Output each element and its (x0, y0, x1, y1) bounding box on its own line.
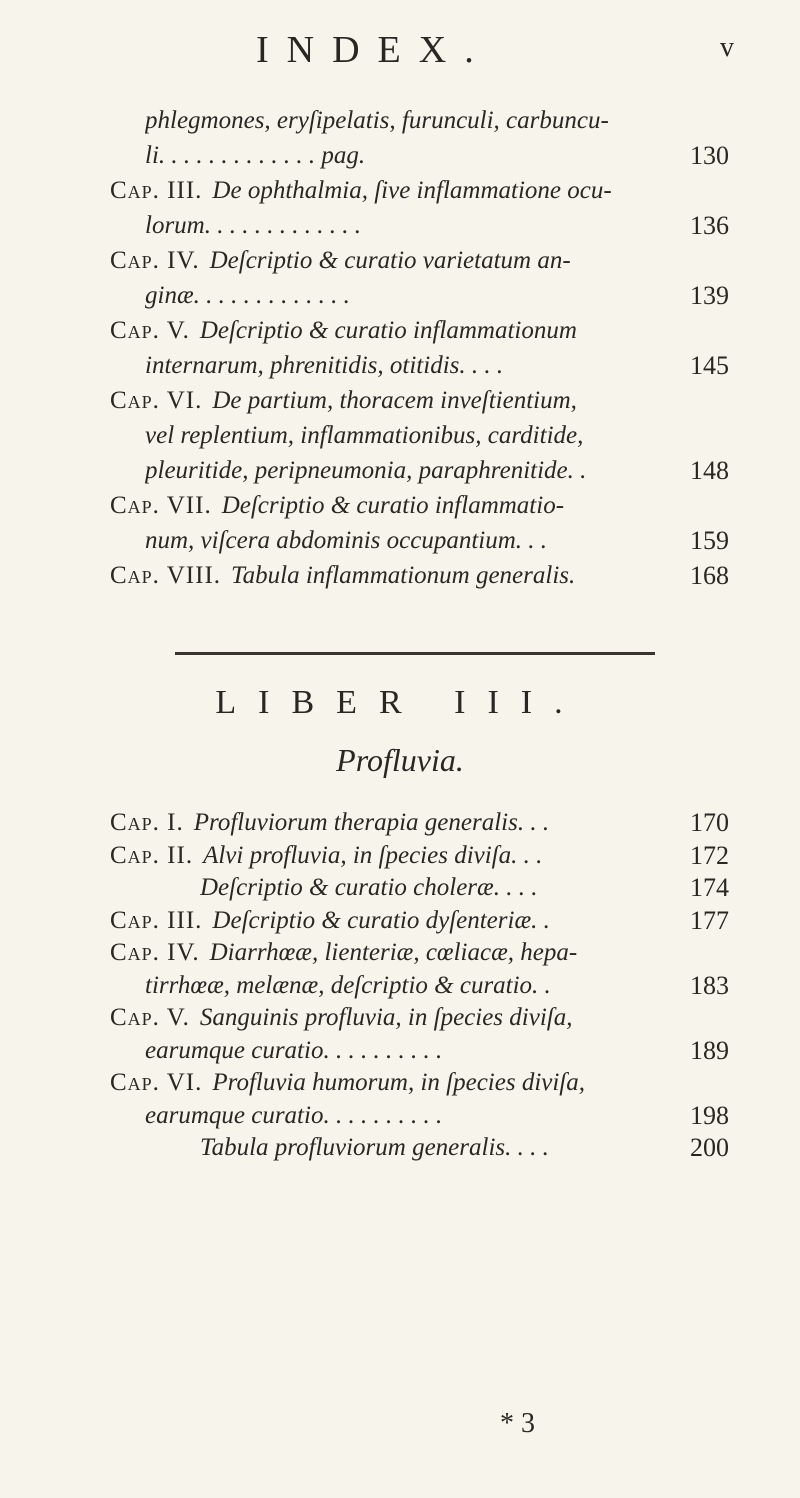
entry-title: Deſcriptio & curatio choleræ. . . . (200, 874, 538, 901)
index-entry-line (145, 139, 685, 173)
chapter-label: Cap. III. (110, 177, 203, 204)
index-entry-line (145, 349, 685, 383)
entry-title: pleuritide, peripneumonia, paraphrenitide. . (145, 457, 587, 484)
chapter-label: Cap. II. (110, 841, 194, 869)
signature-mark: * 3 (500, 1408, 535, 1439)
index-entry-line (110, 489, 685, 523)
index-entry-line (145, 1034, 685, 1068)
index-entry-line (110, 936, 685, 970)
entry-title: Deſcriptio & curatio dyſenteriæ. . (212, 906, 550, 934)
index-entry-line (145, 104, 685, 138)
page-number: 189 (690, 1035, 729, 1065)
chapter-label: Cap. I. (110, 809, 184, 836)
index-entry-line (110, 904, 685, 938)
page-number: 183 (690, 970, 729, 1000)
index-entry-line (145, 969, 685, 1003)
index-entry-line (110, 1066, 685, 1100)
index-entry-line (110, 244, 685, 278)
page-header (0, 28, 800, 71)
chapter-label: Cap. V. (110, 317, 190, 344)
page-number: 174 (690, 873, 729, 902)
entry-title: Tabula inflammationum generalis. (231, 562, 576, 589)
entry-title: vel replentium, inflammationibus, carditide, (145, 422, 584, 449)
index-entry-line (110, 806, 685, 840)
chapter-label: Cap. VII. (110, 492, 212, 519)
entry-title: Tabula profluviorum generalis. . . . (200, 1134, 549, 1161)
page-number: 159 (690, 526, 729, 555)
entry-title: Profluvia humorum, in ſpecies diviſa, (212, 1069, 586, 1096)
page-number: 198 (690, 1100, 729, 1130)
page-number: 148 (690, 456, 729, 485)
chapter-label: Cap. VI. (110, 387, 203, 414)
chapter-label: Cap. IV. (110, 247, 200, 274)
folio-number: v (720, 32, 734, 63)
page-number: 172 (690, 840, 729, 870)
entry-title: lorum. . . . . . . . . . . . . (145, 212, 361, 239)
page-number: 139 (690, 281, 729, 310)
entry-title: Deſcriptio & curatio inflammatio- (221, 492, 565, 519)
chapter-label: Cap. VIII. (110, 562, 222, 589)
page-number: 136 (690, 211, 729, 240)
chapter-label: Cap. V. (110, 1004, 190, 1031)
page-number: 170 (690, 808, 729, 837)
entry-title: Alvi profluvia, in ſpecies diviſa. . . (203, 841, 543, 869)
page-number: 177 (690, 905, 729, 935)
entry-title: tirrhœæ, melænæ, deſcriptio & curatio. . (145, 971, 551, 999)
page-number: 200 (690, 1133, 729, 1162)
index-entry-line (145, 524, 685, 558)
entry-title: phlegmones, eryſipelatis, furunculi, carbuncu- (145, 107, 609, 134)
entry-title: ginæ. . . . . . . . . . . . . (145, 282, 350, 309)
index-entry-line (145, 209, 685, 243)
index-entry-line (110, 559, 685, 593)
entry-title: Diarrhœæ, lienteriæ, cœliacæ, hepa- (209, 939, 578, 966)
chapter-label: Cap. III. (110, 906, 203, 934)
index-entry-line (110, 1001, 685, 1035)
section-divider (175, 652, 655, 655)
entry-title: Deſcriptio & curatio inflammationum (199, 317, 577, 344)
page-number: 130 (690, 141, 729, 170)
entry-title: earumque curatio. . . . . . . . . . (145, 1101, 443, 1129)
entry-title: Sanguinis profluvia, in ſpecies diviſa, (199, 1004, 573, 1031)
entry-title: num, viſcera abdominis occupantium. . . (145, 527, 548, 554)
index-entry-line (110, 174, 685, 208)
entry-title: li. . . . . . . . . . . . . pag. (145, 142, 366, 169)
entry-title: internarum, phrenitidis, otitidis. . . . (145, 352, 504, 379)
index-entry-line (145, 1099, 685, 1133)
section-subtitle: Profluvia. (336, 742, 464, 778)
index-entry-line (110, 839, 685, 873)
entry-title: Deſcriptio & curatio varietatum an- (209, 247, 571, 274)
entry-title: Profluviorum therapia generalis. . . (193, 809, 550, 836)
entry-title: De partium, thoracem inveſtientium, (212, 387, 577, 414)
index-entry-line (145, 419, 685, 453)
page-number: 145 (690, 351, 729, 380)
chapter-label: Cap. VI. (110, 1069, 203, 1096)
page-title: INDEX. (256, 29, 492, 71)
entry-title: De ophthalmia, ſive inflammatione ocu- (212, 177, 612, 204)
index-entry-line (200, 1131, 685, 1165)
page-number: 168 (690, 561, 729, 590)
index-entry-line (110, 314, 685, 348)
chapter-label: Cap. IV. (110, 939, 200, 966)
entry-title: earumque curatio. . . . . . . . . . (145, 1036, 443, 1064)
section-heading: LIBER III. (215, 684, 585, 721)
index-entry-line (110, 384, 685, 418)
index-entry-line (145, 279, 685, 313)
index-entry-line (200, 871, 685, 905)
index-entry-line (145, 454, 685, 488)
